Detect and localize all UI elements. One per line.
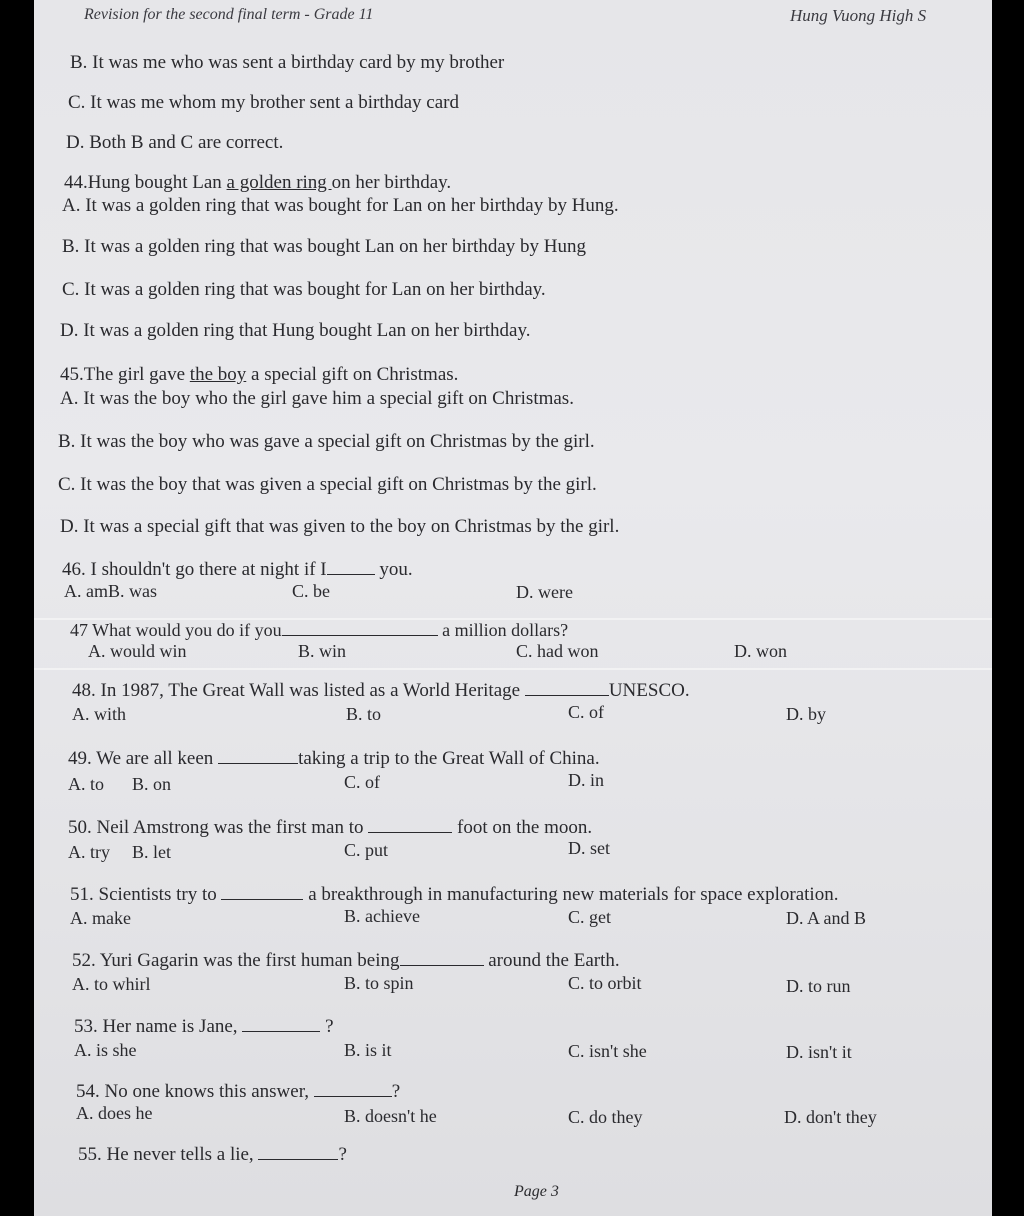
q47-option-a: A. would win <box>88 641 187 661</box>
q45-option-b: B. It was the boy who was gave a special gift on Christmas by the girl. <box>58 431 595 452</box>
q43-option-b: B. It was me who was sent a birthday card by my brother <box>70 52 505 73</box>
q46-stem: 46. I shouldn't go there at night if I you. <box>62 559 413 580</box>
header-left: Revision for the second final term - Grade 11 <box>84 6 374 23</box>
exam-page <box>34 0 992 1216</box>
q45-option-c: C. It was the boy that was given a special gift on Christmas by the girl. <box>58 474 597 495</box>
q54-option-d: D. don't they <box>784 1107 877 1127</box>
q49-option-a: A. to <box>68 774 104 794</box>
q45-option-a: A. It was the boy who the girl gave him a special gift on Christmas. <box>60 388 574 409</box>
q53-option-a: A. is she <box>74 1040 137 1060</box>
q51-option-b: B. achieve <box>344 906 420 926</box>
q53-stem: 53. Her name is Jane, ? <box>74 1016 334 1037</box>
q50-option-d: D. set <box>568 838 610 858</box>
q48-option-c: C. of <box>568 702 604 722</box>
q48-stem: 48. In 1987, The Great Wall was listed as a World Heritage UNESCO. <box>72 680 690 701</box>
q49-stem: 49. We are all keen taking a trip to the Great Wall of China. <box>68 748 600 769</box>
q43-option-c: C. It was me whom my brother sent a birthday card <box>68 92 459 113</box>
q51-option-c: C. get <box>568 907 611 927</box>
q49-option-b: B. on <box>132 774 172 794</box>
header-right: Hung Vuong High S <box>790 6 927 25</box>
q53-option-d: D. isn't it <box>786 1042 852 1062</box>
q51-option-d: D. A and B <box>786 908 867 928</box>
q46-option-d: D. were <box>516 582 573 602</box>
q44-option-d: D. It was a golden ring that Hung bought Lan on her birthday. <box>60 320 531 341</box>
q52-option-d: D. to run <box>786 976 851 996</box>
q47-option-d: D. won <box>734 641 787 661</box>
q46-option-ab: A. amB. was <box>64 581 157 601</box>
q48-option-a: A. with <box>72 704 126 724</box>
q52-option-c: C. to orbit <box>568 973 642 993</box>
q52-stem: 52. Yuri Gagarin was the first human being around the Earth. <box>72 950 620 971</box>
q50-option-a: A. try <box>68 842 110 862</box>
q50-option-b: B. let <box>132 842 171 862</box>
q54-option-a: A. does he <box>76 1103 153 1123</box>
q50-stem: 50. Neil Amstrong was the first man to foot on the moon. <box>68 817 593 838</box>
q49-option-d: D. in <box>568 770 604 790</box>
q53-option-c: C. isn't she <box>568 1041 647 1061</box>
q47-stem: 47 What would you do if you a million dollars? <box>70 620 569 640</box>
q44-option-c: C. It was a golden ring that was bought for Lan on her birthday. <box>62 279 546 300</box>
q54-option-b: B. doesn't he <box>344 1106 437 1126</box>
q53-option-b: B. is it <box>344 1040 392 1060</box>
q48-option-b: B. to <box>346 704 382 724</box>
q52-option-b: B. to spin <box>344 973 414 993</box>
q47-option-b: B. win <box>298 641 347 661</box>
q45-stem: 45.The girl gave the boy a special gift on Christmas. <box>60 364 459 385</box>
q51-option-a: A. make <box>70 908 131 928</box>
q47-option-c: C. had won <box>516 641 599 661</box>
q44-stem: 44.Hung bought Lan a golden ring on her birthday. <box>64 172 452 193</box>
page-number: Page 3 <box>514 1183 559 1200</box>
q51-stem: 51. Scientists try to a breakthrough in manufacturing new materials for space exploration. <box>70 884 839 905</box>
q44-option-a: A. It was a golden ring that was bought for Lan on her birthday by Hung. <box>62 195 619 216</box>
q54-option-c: C. do they <box>568 1107 643 1127</box>
q48-option-d: D. by <box>786 704 826 724</box>
q55-stem: 55. He never tells a lie, ? <box>78 1144 347 1165</box>
q50-option-c: C. put <box>344 840 389 860</box>
q44-option-b: B. It was a golden ring that was bought Lan on her birthday by Hung <box>62 236 586 257</box>
q43-option-d: D. Both B and C are correct. <box>66 132 284 153</box>
q49-option-c: C. of <box>344 772 380 792</box>
q45-option-d: D. It was a special gift that was given to the boy on Christmas by the girl. <box>60 516 620 537</box>
paper-fold <box>34 668 992 670</box>
q54-stem: 54. No one knows this answer, ? <box>76 1081 401 1102</box>
q52-option-a: A. to whirl <box>72 974 151 994</box>
q46-option-c: C. be <box>292 581 330 601</box>
